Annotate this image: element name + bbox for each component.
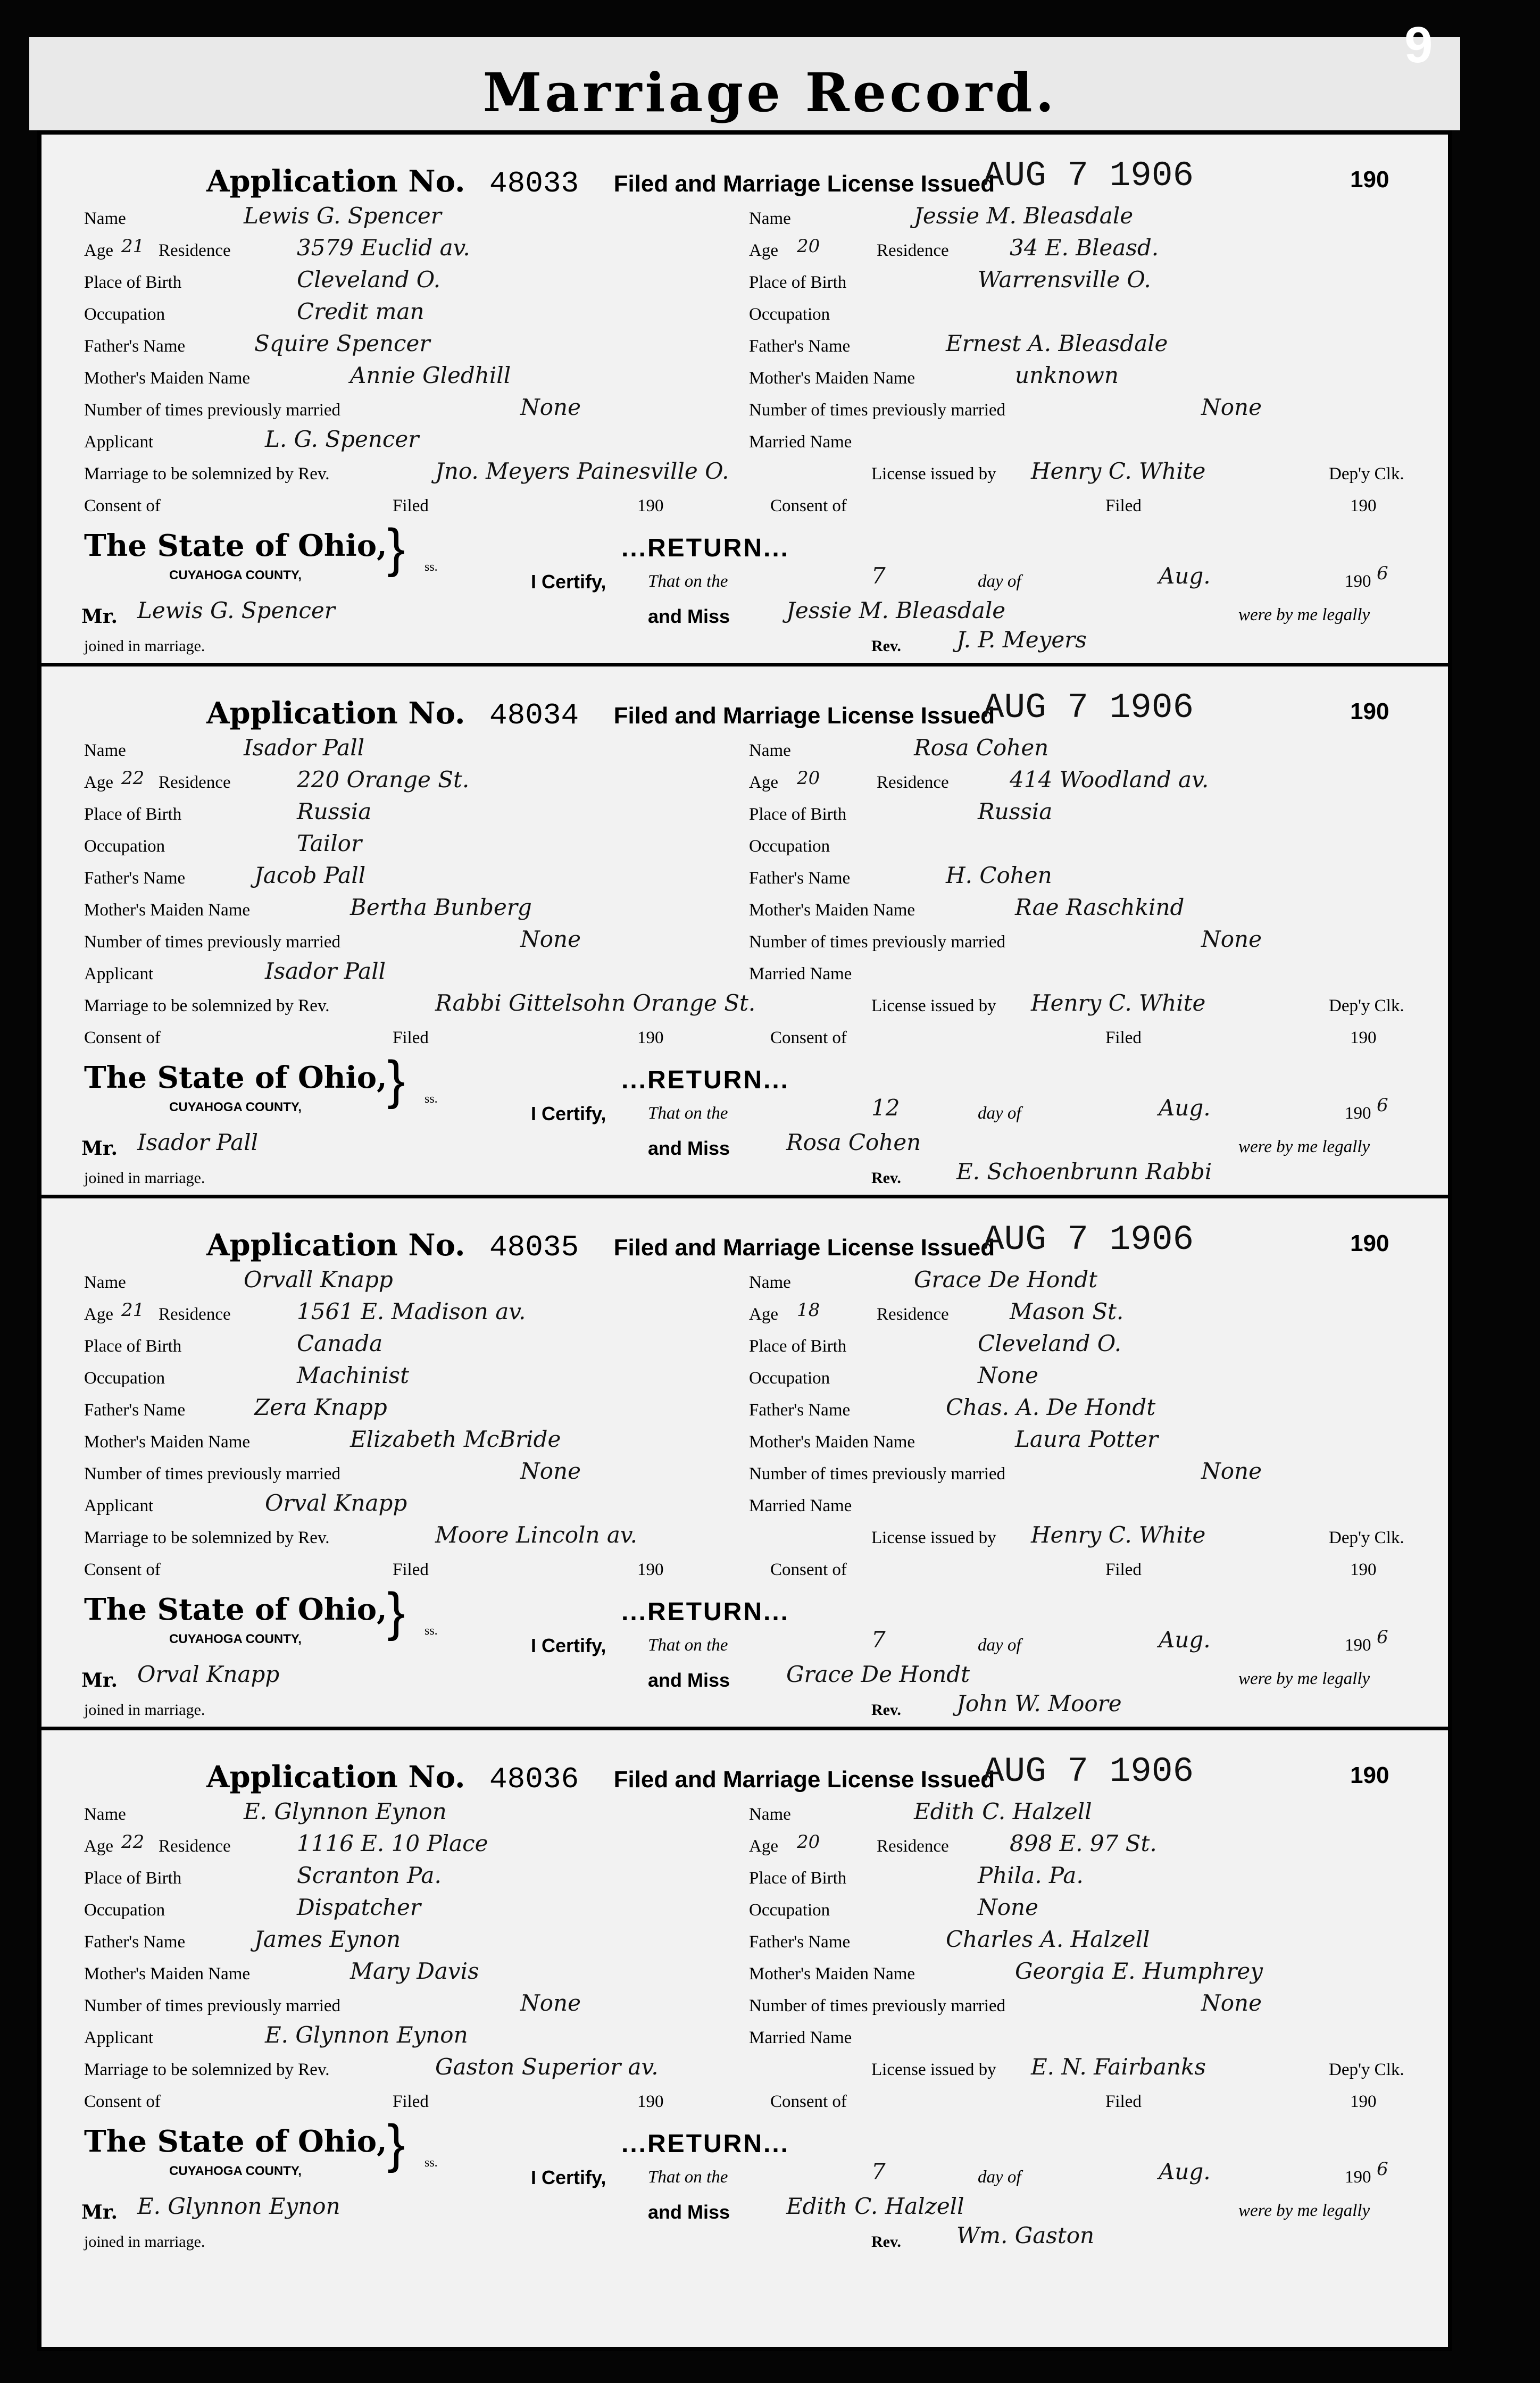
groom-age: 22 [121, 1831, 145, 1853]
bride-age-label: Age [749, 241, 778, 260]
groom-residence: 1561 E. Madison av. [297, 1298, 526, 1324]
groom-times-label: Number of times previously married [84, 1996, 341, 2015]
return-bride: Grace De Hondt [786, 1661, 970, 1687]
application-number: 48036 [489, 1762, 579, 1796]
year-suffix: 190 [1350, 1230, 1389, 1256]
deputy-clerk-label: Dep'y Clk. [1329, 2060, 1404, 2079]
applicant-label: Applicant [84, 1496, 154, 1515]
rev-label: Rev. [871, 1701, 901, 1719]
brace-glyph: } [387, 1582, 405, 1642]
bride-birthplace: Cleveland O. [978, 1330, 1122, 1356]
bride-mother: Laura Potter [1015, 1426, 1158, 1452]
consent-label: Consent of [84, 1028, 161, 1047]
bride-age-label: Age [749, 773, 778, 792]
bride-consent-label: Consent of [770, 1560, 847, 1579]
groom-age-label: Age [84, 1837, 113, 1856]
legally-label: were by me legally [1238, 1669, 1370, 1688]
groom-occupation: Tailor [297, 830, 362, 856]
day-of-label: day of [978, 1104, 1021, 1123]
return-day: 7 [871, 2159, 886, 2185]
bride-name-label: Name [749, 209, 791, 228]
day-of-label: day of [978, 2168, 1021, 2187]
bride-consent-year-label: 190 [1350, 1028, 1377, 1047]
married-name-label: Married Name [749, 964, 852, 984]
bride-father-label: Father's Name [749, 1932, 851, 1952]
groom-residence-label: Residence [159, 1837, 231, 1856]
applicant-name: L. G. Spencer [265, 426, 419, 452]
filed-label: Filed and Marriage License Issued [613, 703, 995, 729]
return-year-label: 190 [1345, 2168, 1371, 2187]
return-month: Aug. [1159, 563, 1211, 589]
county-label: CUYAHOGA COUNTY, [169, 1632, 302, 1646]
ss-label: ss. [424, 560, 438, 574]
bride-occupation-label: Occupation [749, 305, 830, 324]
bride-age: 20 [797, 768, 820, 789]
bride-mother: Georgia E. Humphrey [1015, 1958, 1263, 1984]
bride-mother-label: Mother's Maiden Name [749, 1432, 915, 1452]
bride-mother: Rae Raschkind [1015, 894, 1185, 920]
license-issued-by: Henry C. White [1031, 458, 1206, 484]
bride-name: Grace De Hondt [914, 1267, 1098, 1293]
return-rev: Wm. Gaston [956, 2222, 1095, 2248]
bride-name: Edith C. Halzell [914, 1798, 1092, 1824]
groom-age: 22 [121, 768, 145, 789]
consent-filed-label: Filed [393, 1028, 429, 1047]
groom-occupation-label: Occupation [84, 837, 165, 856]
return-groom: Orval Knapp [137, 1661, 280, 1687]
bride-name: Jessie M. Bleasdale [914, 203, 1134, 229]
year-suffix: 190 [1350, 698, 1389, 724]
bride-age: 20 [797, 236, 820, 257]
officiant: Jno. Meyers Painesville O. [435, 458, 729, 484]
married-name-label: Married Name [749, 2028, 852, 2047]
solemnized-label: Marriage to be solemnized by Rev. [84, 996, 330, 1015]
page-title: Marriage Record. [482, 61, 1058, 124]
groom-times-married: None [520, 1458, 581, 1484]
brace-glyph: } [387, 518, 405, 578]
application-number: 48035 [489, 1230, 579, 1264]
applicant-name: Isador Pall [265, 958, 386, 984]
groom-residence: 220 Orange St. [297, 766, 470, 793]
groom-residence: 3579 Euclid av. [297, 235, 470, 261]
groom-times-label: Number of times previously married [84, 932, 341, 952]
date-stamp: AUG 7 1906 [983, 1220, 1194, 1260]
state-label: The State of Ohio, [84, 528, 387, 563]
return-rev: J. P. Meyers [956, 627, 1087, 653]
license-issued-label: License issued by [871, 1528, 996, 1547]
legally-label: were by me legally [1238, 2201, 1370, 2220]
return-year-label: 190 [1345, 1104, 1371, 1123]
groom-times-label: Number of times previously married [84, 1464, 341, 1484]
return-bride: Edith C. Halzell [786, 2193, 964, 2219]
officiant: Gaston Superior av. [435, 2054, 659, 2080]
brace-glyph: } [387, 1050, 405, 1110]
bride-residence: 414 Woodland av. [1010, 766, 1209, 793]
bride-occupation-label: Occupation [749, 837, 830, 856]
bride-birthplace: Russia [978, 798, 1053, 824]
return-bride: Jessie M. Bleasdale [786, 597, 1006, 623]
bride-times-label: Number of times previously married [749, 401, 1006, 420]
groom-age: 21 [121, 1299, 145, 1321]
return-year-label: 190 [1345, 572, 1371, 591]
return-heading: ...RETURN... [621, 1066, 790, 1094]
bride-father-label: Father's Name [749, 1401, 851, 1420]
applicant-label: Applicant [84, 432, 154, 452]
state-label: The State of Ohio, [84, 1060, 387, 1095]
marriage-record [41, 1730, 1448, 2262]
groom-birthplace: Russia [297, 798, 372, 824]
filed-label: Filed and Marriage License Issued [613, 1235, 995, 1261]
bride-times-married: None [1201, 394, 1262, 420]
bride-consent-label: Consent of [770, 1028, 847, 1047]
bride-consent-filed-label: Filed [1105, 496, 1142, 515]
bride-consent-label: Consent of [770, 2092, 847, 2111]
filed-label: Filed and Marriage License Issued [613, 171, 995, 197]
consent-label: Consent of [84, 1560, 161, 1579]
county-label: CUYAHOGA COUNTY, [169, 2164, 302, 2178]
license-issued-by: Henry C. White [1031, 990, 1206, 1016]
marriage-record [41, 135, 1448, 666]
return-heading: ...RETURN... [621, 534, 790, 562]
return-day: 7 [871, 1627, 886, 1653]
brace-glyph: } [387, 2114, 405, 2173]
bride-times-label: Number of times previously married [749, 932, 1006, 952]
and-miss-label: and Miss [648, 1137, 730, 1159]
license-issued-label: License issued by [871, 2060, 996, 2079]
bride-name-label: Name [749, 1805, 791, 1824]
bride-residence: 898 E. 97 St. [1010, 1830, 1157, 1856]
bride-consent-year-label: 190 [1350, 496, 1377, 515]
bride-consent-filed-label: Filed [1105, 2092, 1142, 2111]
deputy-clerk-label: Dep'y Clk. [1329, 1528, 1404, 1547]
groom-name: Isador Pall [244, 735, 365, 761]
groom-mother-label: Mother's Maiden Name [84, 1432, 251, 1452]
groom-age-label: Age [84, 241, 113, 260]
return-bride: Rosa Cohen [786, 1129, 921, 1155]
groom-occupation-label: Occupation [84, 1901, 165, 1920]
groom-occupation: Machinist [297, 1362, 409, 1388]
bride-residence-label: Residence [877, 241, 949, 260]
consent-label: Consent of [84, 496, 161, 515]
bride-birthplace-label: Place of Birth [749, 805, 847, 824]
application-label: Application No. [206, 1228, 465, 1263]
consent-filed-label: Filed [393, 496, 429, 515]
and-miss-label: and Miss [648, 1669, 730, 1691]
return-month: Aug. [1159, 2159, 1211, 2185]
groom-mother-label: Mother's Maiden Name [84, 901, 251, 920]
bride-consent-label: Consent of [770, 496, 847, 515]
bride-father: Ernest A. Bleasdale [946, 330, 1168, 356]
bride-residence: Mason St. [1010, 1298, 1124, 1324]
license-issued-by: E. N. Fairbanks [1031, 2054, 1206, 2080]
groom-father: Jacob Pall [254, 862, 366, 888]
groom-mother-label: Mother's Maiden Name [84, 1964, 251, 1984]
bride-mother-label: Mother's Maiden Name [749, 369, 915, 388]
marriage-record [41, 1198, 1448, 1730]
officiant: Moore Lincoln av. [435, 1522, 638, 1548]
bride-name-label: Name [749, 1273, 791, 1292]
application-label: Application No. [206, 164, 465, 199]
bride-age-label: Age [749, 1837, 778, 1856]
bride-age: 20 [797, 1831, 820, 1853]
return-year: 6 [1377, 1627, 1388, 1648]
applicant-label: Applicant [84, 2028, 154, 2047]
return-year: 6 [1377, 1095, 1388, 1116]
ss-label: ss. [424, 2156, 438, 2170]
mr-label: Mr. [81, 1137, 118, 1160]
certify-label: I Certify, [531, 571, 606, 593]
bride-father: Charles A. Halzell [946, 1926, 1150, 1952]
officiant: Rabbi Gittelsohn Orange St. [435, 990, 756, 1016]
bride-occupation: None [978, 1894, 1038, 1920]
date-stamp: AUG 7 1906 [983, 688, 1194, 728]
groom-mother-label: Mother's Maiden Name [84, 369, 251, 388]
bride-consent-filed-label: Filed [1105, 1028, 1142, 1047]
date-stamp: AUG 7 1906 [983, 156, 1194, 196]
return-year: 6 [1377, 2159, 1388, 2180]
bride-birthplace-label: Place of Birth [749, 273, 847, 292]
solemnized-label: Marriage to be solemnized by Rev. [84, 464, 330, 484]
bride-mother-label: Mother's Maiden Name [749, 1964, 915, 1984]
bride-times-married: None [1201, 926, 1262, 952]
groom-occupation: Dispatcher [297, 1894, 421, 1920]
groom-name-label: Name [84, 741, 126, 760]
groom-mother: Annie Gledhill [350, 362, 511, 388]
groom-birthplace-label: Place of Birth [84, 1337, 182, 1356]
groom-age: 21 [121, 236, 145, 257]
groom-occupation: Credit man [297, 298, 424, 324]
bride-father: Chas. A. De Hondt [946, 1394, 1156, 1420]
groom-father-label: Father's Name [84, 337, 186, 356]
groom-age-label: Age [84, 1305, 113, 1324]
application-label: Application No. [206, 696, 465, 731]
license-issued-label: License issued by [871, 464, 996, 484]
bride-times-married: None [1201, 1990, 1262, 2016]
groom-name: Lewis G. Spencer [244, 203, 442, 229]
page-number: 9 [1404, 16, 1433, 73]
bride-name-label: Name [749, 741, 791, 760]
bride-age: 18 [797, 1299, 820, 1321]
consent-year-label: 190 [637, 1560, 664, 1579]
bride-residence: 34 E. Bleasd. [1010, 235, 1159, 261]
groom-birthplace: Canada [297, 1330, 383, 1356]
return-year: 6 [1377, 563, 1388, 584]
license-issued-by: Henry C. White [1031, 1522, 1206, 1548]
solemnized-label: Marriage to be solemnized by Rev. [84, 1528, 330, 1547]
applicant-name: Orval Knapp [265, 1490, 407, 1516]
county-label: CUYAHOGA COUNTY, [169, 1100, 302, 1114]
that-on-label: That on the [648, 1104, 728, 1123]
groom-birthplace-label: Place of Birth [84, 1869, 182, 1888]
groom-times-label: Number of times previously married [84, 401, 341, 420]
consent-filed-label: Filed [393, 2092, 429, 2111]
application-number: 48033 [489, 166, 579, 201]
record-sheet [37, 130, 1452, 2351]
bride-birthplace: Phila. Pa. [978, 1862, 1084, 1888]
groom-times-married: None [520, 394, 581, 420]
groom-father: James Eynon [254, 1926, 401, 1952]
married-name-label: Married Name [749, 1496, 852, 1515]
joined-label: joined in marriage. [84, 1701, 205, 1719]
certify-label: I Certify, [531, 1103, 606, 1124]
bride-times-married: None [1201, 1458, 1262, 1484]
groom-mother: Elizabeth McBride [350, 1426, 561, 1452]
legally-label: were by me legally [1238, 605, 1370, 624]
bride-mother: unknown [1015, 362, 1119, 388]
consent-year-label: 190 [637, 2092, 664, 2111]
applicant-name: E. Glynnon Eynon [265, 2022, 468, 2048]
groom-name: Orvall Knapp [244, 1267, 393, 1293]
state-label: The State of Ohio, [84, 2124, 387, 2159]
marriage-record [41, 666, 1448, 1198]
groom-birthplace-label: Place of Birth [84, 805, 182, 824]
legally-label: were by me legally [1238, 1137, 1370, 1156]
certify-label: I Certify, [531, 2167, 606, 2188]
groom-name-label: Name [84, 1273, 126, 1292]
married-name-label: Married Name [749, 432, 852, 452]
bride-father-label: Father's Name [749, 869, 851, 888]
groom-father-label: Father's Name [84, 1932, 186, 1952]
year-suffix: 190 [1350, 1762, 1389, 1788]
application-header [206, 1228, 995, 1264]
bride-name: Rosa Cohen [914, 735, 1049, 761]
that-on-label: That on the [648, 1636, 728, 1655]
bride-consent-year-label: 190 [1350, 1560, 1377, 1579]
bride-consent-year-label: 190 [1350, 2092, 1377, 2111]
rev-label: Rev. [871, 2233, 901, 2251]
bride-birthplace: Warrensville O. [978, 266, 1151, 293]
consent-year-label: 190 [637, 496, 664, 515]
application-label: Application No. [206, 1760, 465, 1795]
bride-father-label: Father's Name [749, 337, 851, 356]
ss-label: ss. [424, 1092, 438, 1106]
filed-label: Filed and Marriage License Issued [613, 1767, 995, 1793]
solemnized-label: Marriage to be solemnized by Rev. [84, 2060, 330, 2079]
groom-residence-label: Residence [159, 241, 231, 260]
consent-filed-label: Filed [393, 1560, 429, 1579]
joined-label: joined in marriage. [84, 637, 205, 655]
return-heading: ...RETURN... [621, 1598, 790, 1626]
application-header [206, 1760, 995, 1796]
that-on-label: That on the [648, 2168, 728, 2187]
groom-father: Squire Spencer [254, 330, 430, 356]
return-groom: Lewis G. Spencer [137, 597, 335, 623]
joined-label: joined in marriage. [84, 2233, 205, 2251]
bride-birthplace-label: Place of Birth [749, 1869, 847, 1888]
return-rev: John W. Moore [956, 1690, 1122, 1717]
and-miss-label: and Miss [648, 2201, 730, 2223]
bride-consent-filed-label: Filed [1105, 1560, 1142, 1579]
deputy-clerk-label: Dep'y Clk. [1329, 996, 1404, 1015]
rev-label: Rev. [871, 637, 901, 655]
groom-residence-label: Residence [159, 1305, 231, 1324]
groom-name: E. Glynnon Eynon [244, 1798, 447, 1824]
bride-residence-label: Residence [877, 773, 949, 792]
bride-occupation: None [978, 1362, 1038, 1388]
groom-times-married: None [520, 926, 581, 952]
return-day: 12 [871, 1095, 900, 1121]
bride-age-label: Age [749, 1305, 778, 1324]
return-heading: ...RETURN... [621, 2130, 790, 2158]
mr-label: Mr. [81, 605, 118, 628]
groom-mother: Mary Davis [350, 1958, 479, 1984]
return-day: 7 [871, 563, 886, 589]
that-on-label: That on the [648, 572, 728, 591]
groom-residence-label: Residence [159, 773, 231, 792]
ss-label: ss. [424, 1624, 438, 1638]
groom-father: Zera Knapp [254, 1394, 387, 1420]
bride-times-label: Number of times previously married [749, 1464, 1006, 1484]
consent-year-label: 190 [637, 1028, 664, 1047]
mr-label: Mr. [81, 2201, 118, 2223]
bride-occupation-label: Occupation [749, 1901, 830, 1920]
groom-times-married: None [520, 1990, 581, 2016]
groom-name-label: Name [84, 209, 126, 228]
deputy-clerk-label: Dep'y Clk. [1329, 464, 1404, 484]
return-month: Aug. [1159, 1095, 1211, 1121]
day-of-label: day of [978, 1636, 1021, 1655]
groom-father-label: Father's Name [84, 869, 186, 888]
application-number: 48034 [489, 698, 579, 732]
groom-residence: 1116 E. 10 Place [297, 1830, 488, 1856]
bride-residence-label: Residence [877, 1305, 949, 1324]
day-of-label: day of [978, 572, 1021, 591]
groom-name-label: Name [84, 1805, 126, 1824]
license-issued-label: License issued by [871, 996, 996, 1015]
year-suffix: 190 [1350, 166, 1389, 193]
return-year-label: 190 [1345, 1636, 1371, 1655]
bride-residence-label: Residence [877, 1837, 949, 1856]
return-month: Aug. [1159, 1627, 1211, 1653]
groom-mother: Bertha Bunberg [350, 894, 532, 920]
mr-label: Mr. [81, 1669, 118, 1692]
groom-age-label: Age [84, 773, 113, 792]
consent-label: Consent of [84, 2092, 161, 2111]
return-groom: E. Glynnon Eynon [137, 2193, 340, 2219]
return-groom: Isador Pall [137, 1129, 259, 1155]
state-label: The State of Ohio, [84, 1592, 387, 1627]
application-header [206, 164, 995, 201]
bride-mother-label: Mother's Maiden Name [749, 901, 915, 920]
bride-birthplace-label: Place of Birth [749, 1337, 847, 1356]
groom-birthplace: Cleveland O. [297, 266, 441, 293]
bride-times-label: Number of times previously married [749, 1996, 1006, 2015]
applicant-label: Applicant [84, 964, 154, 984]
certify-label: I Certify, [531, 1635, 606, 1656]
groom-birthplace: Scranton Pa. [297, 1862, 442, 1888]
and-miss-label: and Miss [648, 605, 730, 627]
bride-father: H. Cohen [946, 862, 1052, 888]
bride-occupation-label: Occupation [749, 1369, 830, 1388]
groom-occupation-label: Occupation [84, 305, 165, 324]
date-stamp: AUG 7 1906 [983, 1752, 1194, 1792]
application-header [206, 696, 995, 732]
joined-label: joined in marriage. [84, 1169, 205, 1187]
return-rev: E. Schoenbrunn Rabbi [956, 1159, 1212, 1185]
groom-father-label: Father's Name [84, 1401, 186, 1420]
groom-birthplace-label: Place of Birth [84, 273, 182, 292]
rev-label: Rev. [871, 1169, 901, 1187]
groom-occupation-label: Occupation [84, 1369, 165, 1388]
county-label: CUYAHOGA COUNTY, [169, 568, 302, 582]
